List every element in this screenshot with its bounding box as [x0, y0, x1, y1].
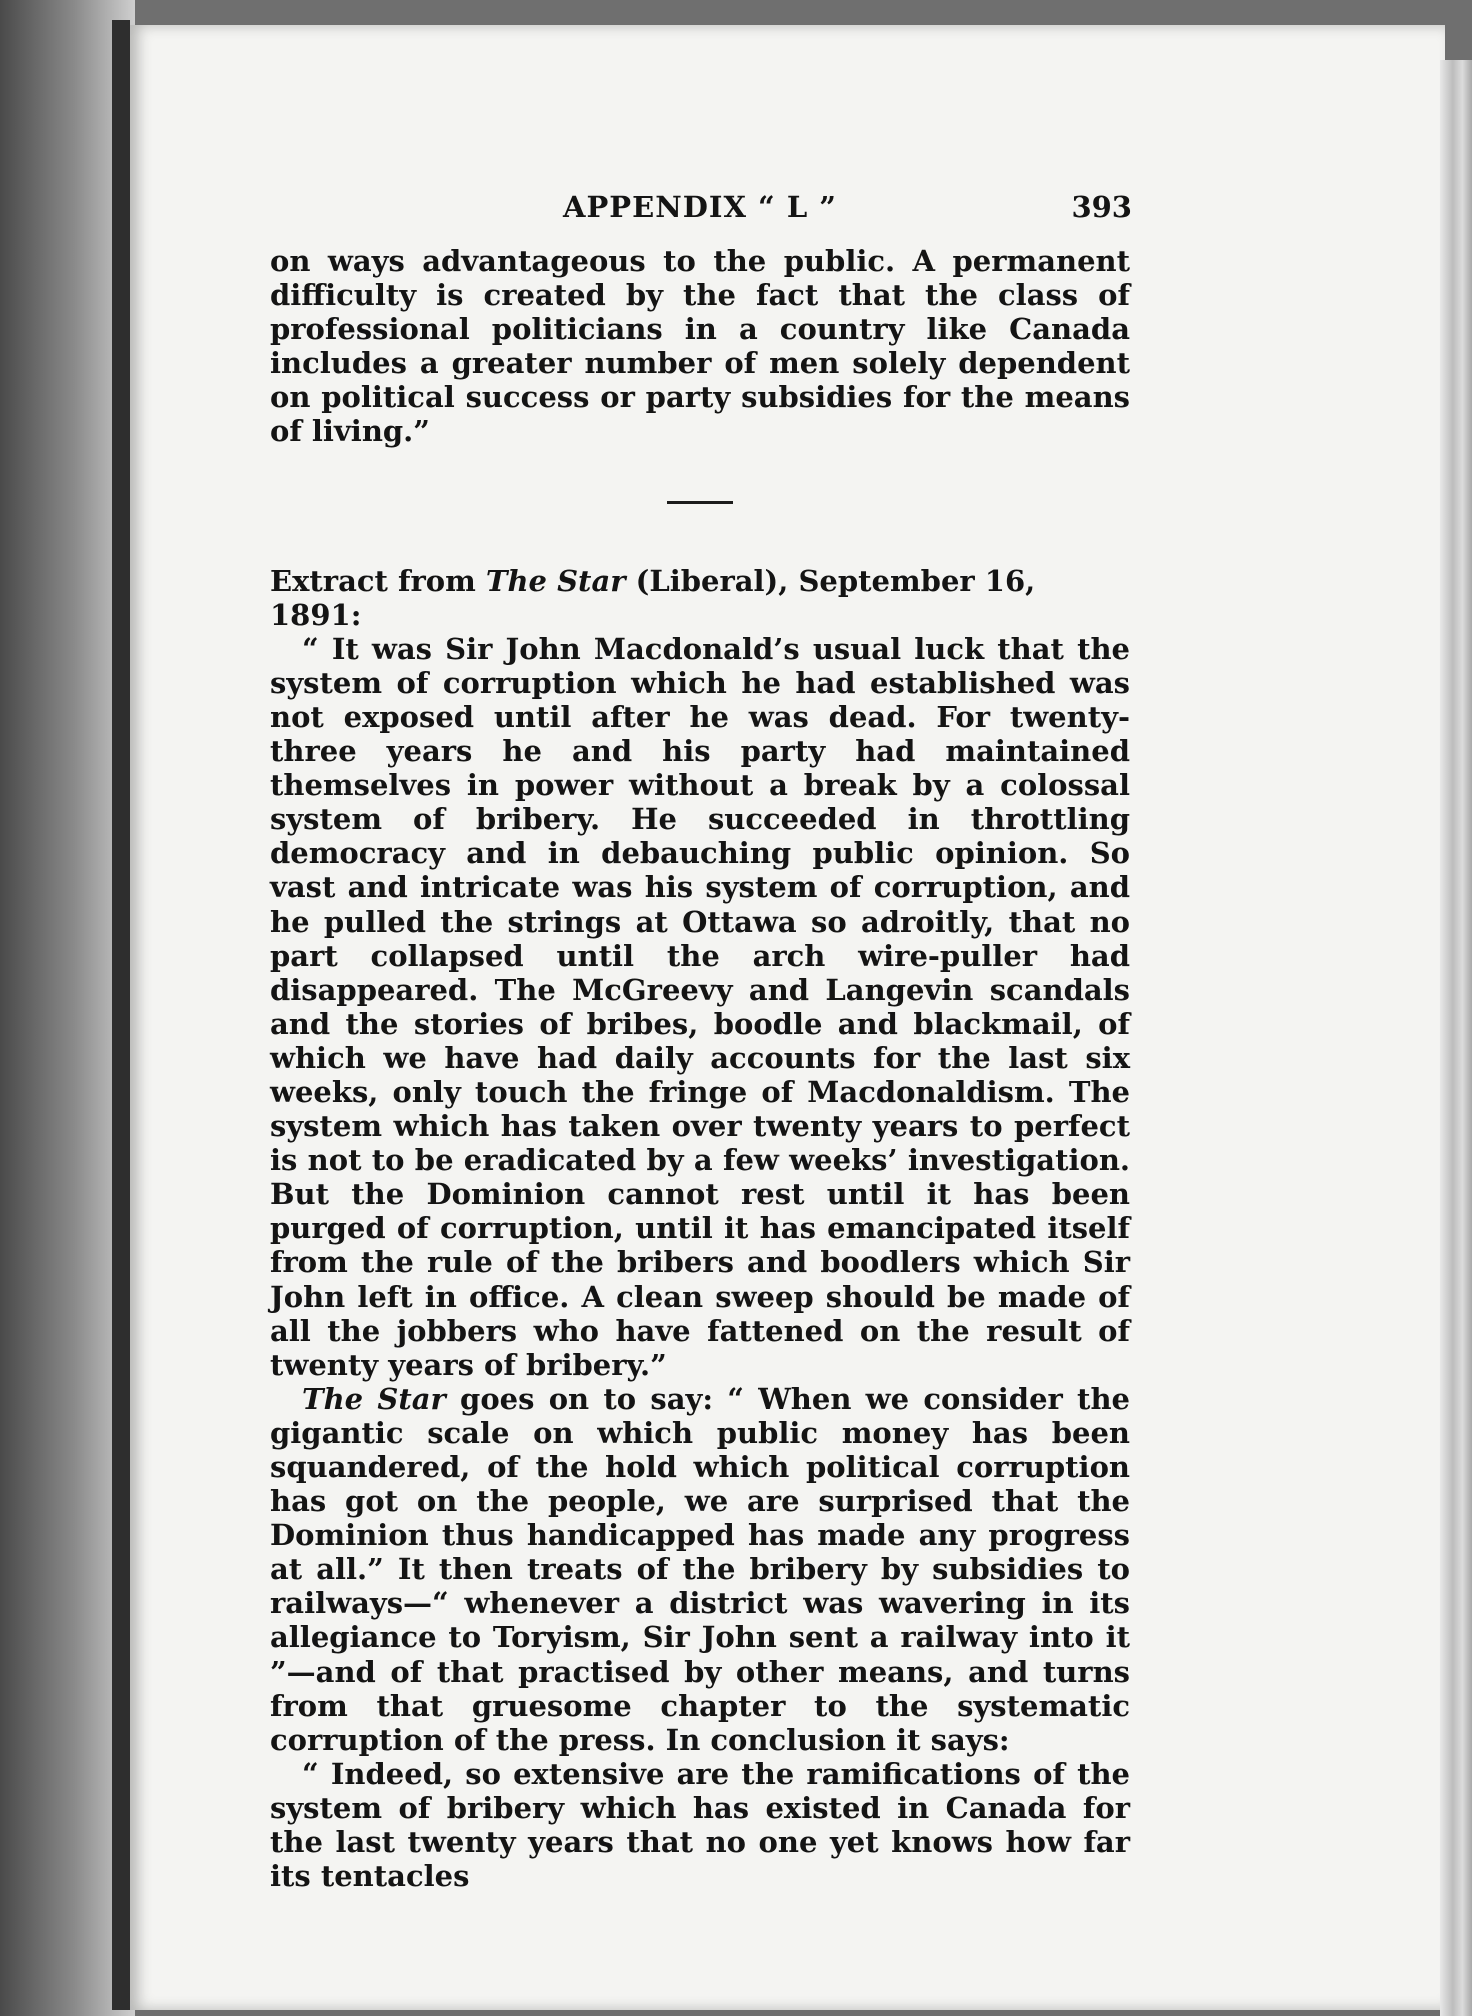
- section-divider: [667, 501, 733, 504]
- star-title: The Star: [302, 1381, 446, 1416]
- binding-edge: [112, 20, 130, 2010]
- page-stack-edge: [1440, 60, 1472, 2016]
- star-text: goes on to say: “ When we consider the gigantic scale on which public money has been squandered, of the hold which political corruption has got on the people, we are surprised that the Dominion thus handicapped has made any progress at all.” It then treats of the bribery by subsidies to railways—“ whenever a district was wavering in its allegiance to Toryism, Sir John sent a railway into it ”—and of that practised by other means, and turns from that gruesome chapter to the systematic corruption of the press. In conclusion it says:: [270, 1381, 1130, 1757]
- paragraph-continued: on ways advantageous to the public. A permanent difficulty is created by the fact that the class of professional politicians in a country like Canada includes a greater number of men solely dependent on political success or party subsidies for the means of living.”: [270, 244, 1130, 449]
- page-text: [270, 190, 1130, 1893]
- running-head: APPENDIX “ L ”: [563, 190, 837, 224]
- source-citation: [270, 564, 1130, 632]
- paragraph-star-continues: [270, 1382, 1130, 1757]
- conclusion-quote: “ Indeed, so extensive are the ramifications of the system of bribery which has existed in Canada for the last twenty years that no one yet knows how far its tentacles: [270, 1756, 1130, 1894]
- quote-paragraph: “ It was Sir John Macdonald’s usual luck that the system of corruption which he had established was not exposed until after he was dead. For twenty-three years he and his party had maintained themselves in power without a break by a colossal system of bribery. He succeeded in throttling democracy and in debauching public opinion. So vast and intricate was his system of corruption, and he pulled the strings at Ottawa so adroitly, that no part collapsed until the arch wire-puller had disappeared. The McGreevy and Langevin scandals and the stories of bribes, boodle and blackmail, of which we have had daily accounts for the last six weeks, only touch the fringe of Macdonaldism. The system which has taken over twenty years to perfect is not to be eradicated by a few weeks’ investigation. But the Dominion cannot rest until it has been purged of corruption, until it has emancipated itself from the rule of the bribers and boodlers which Sir John left in office. A clean sweep should be made of all the jobbers who have fattened on the result of twenty years of bribery.”: [270, 631, 1130, 1382]
- source-title: The Star: [485, 563, 626, 598]
- page-header: [270, 190, 1130, 234]
- source-suffix: (Liberal), September 16, 1891:: [270, 563, 1036, 632]
- page-number: 393: [1071, 190, 1132, 224]
- source-prefix: Extract from: [270, 563, 486, 598]
